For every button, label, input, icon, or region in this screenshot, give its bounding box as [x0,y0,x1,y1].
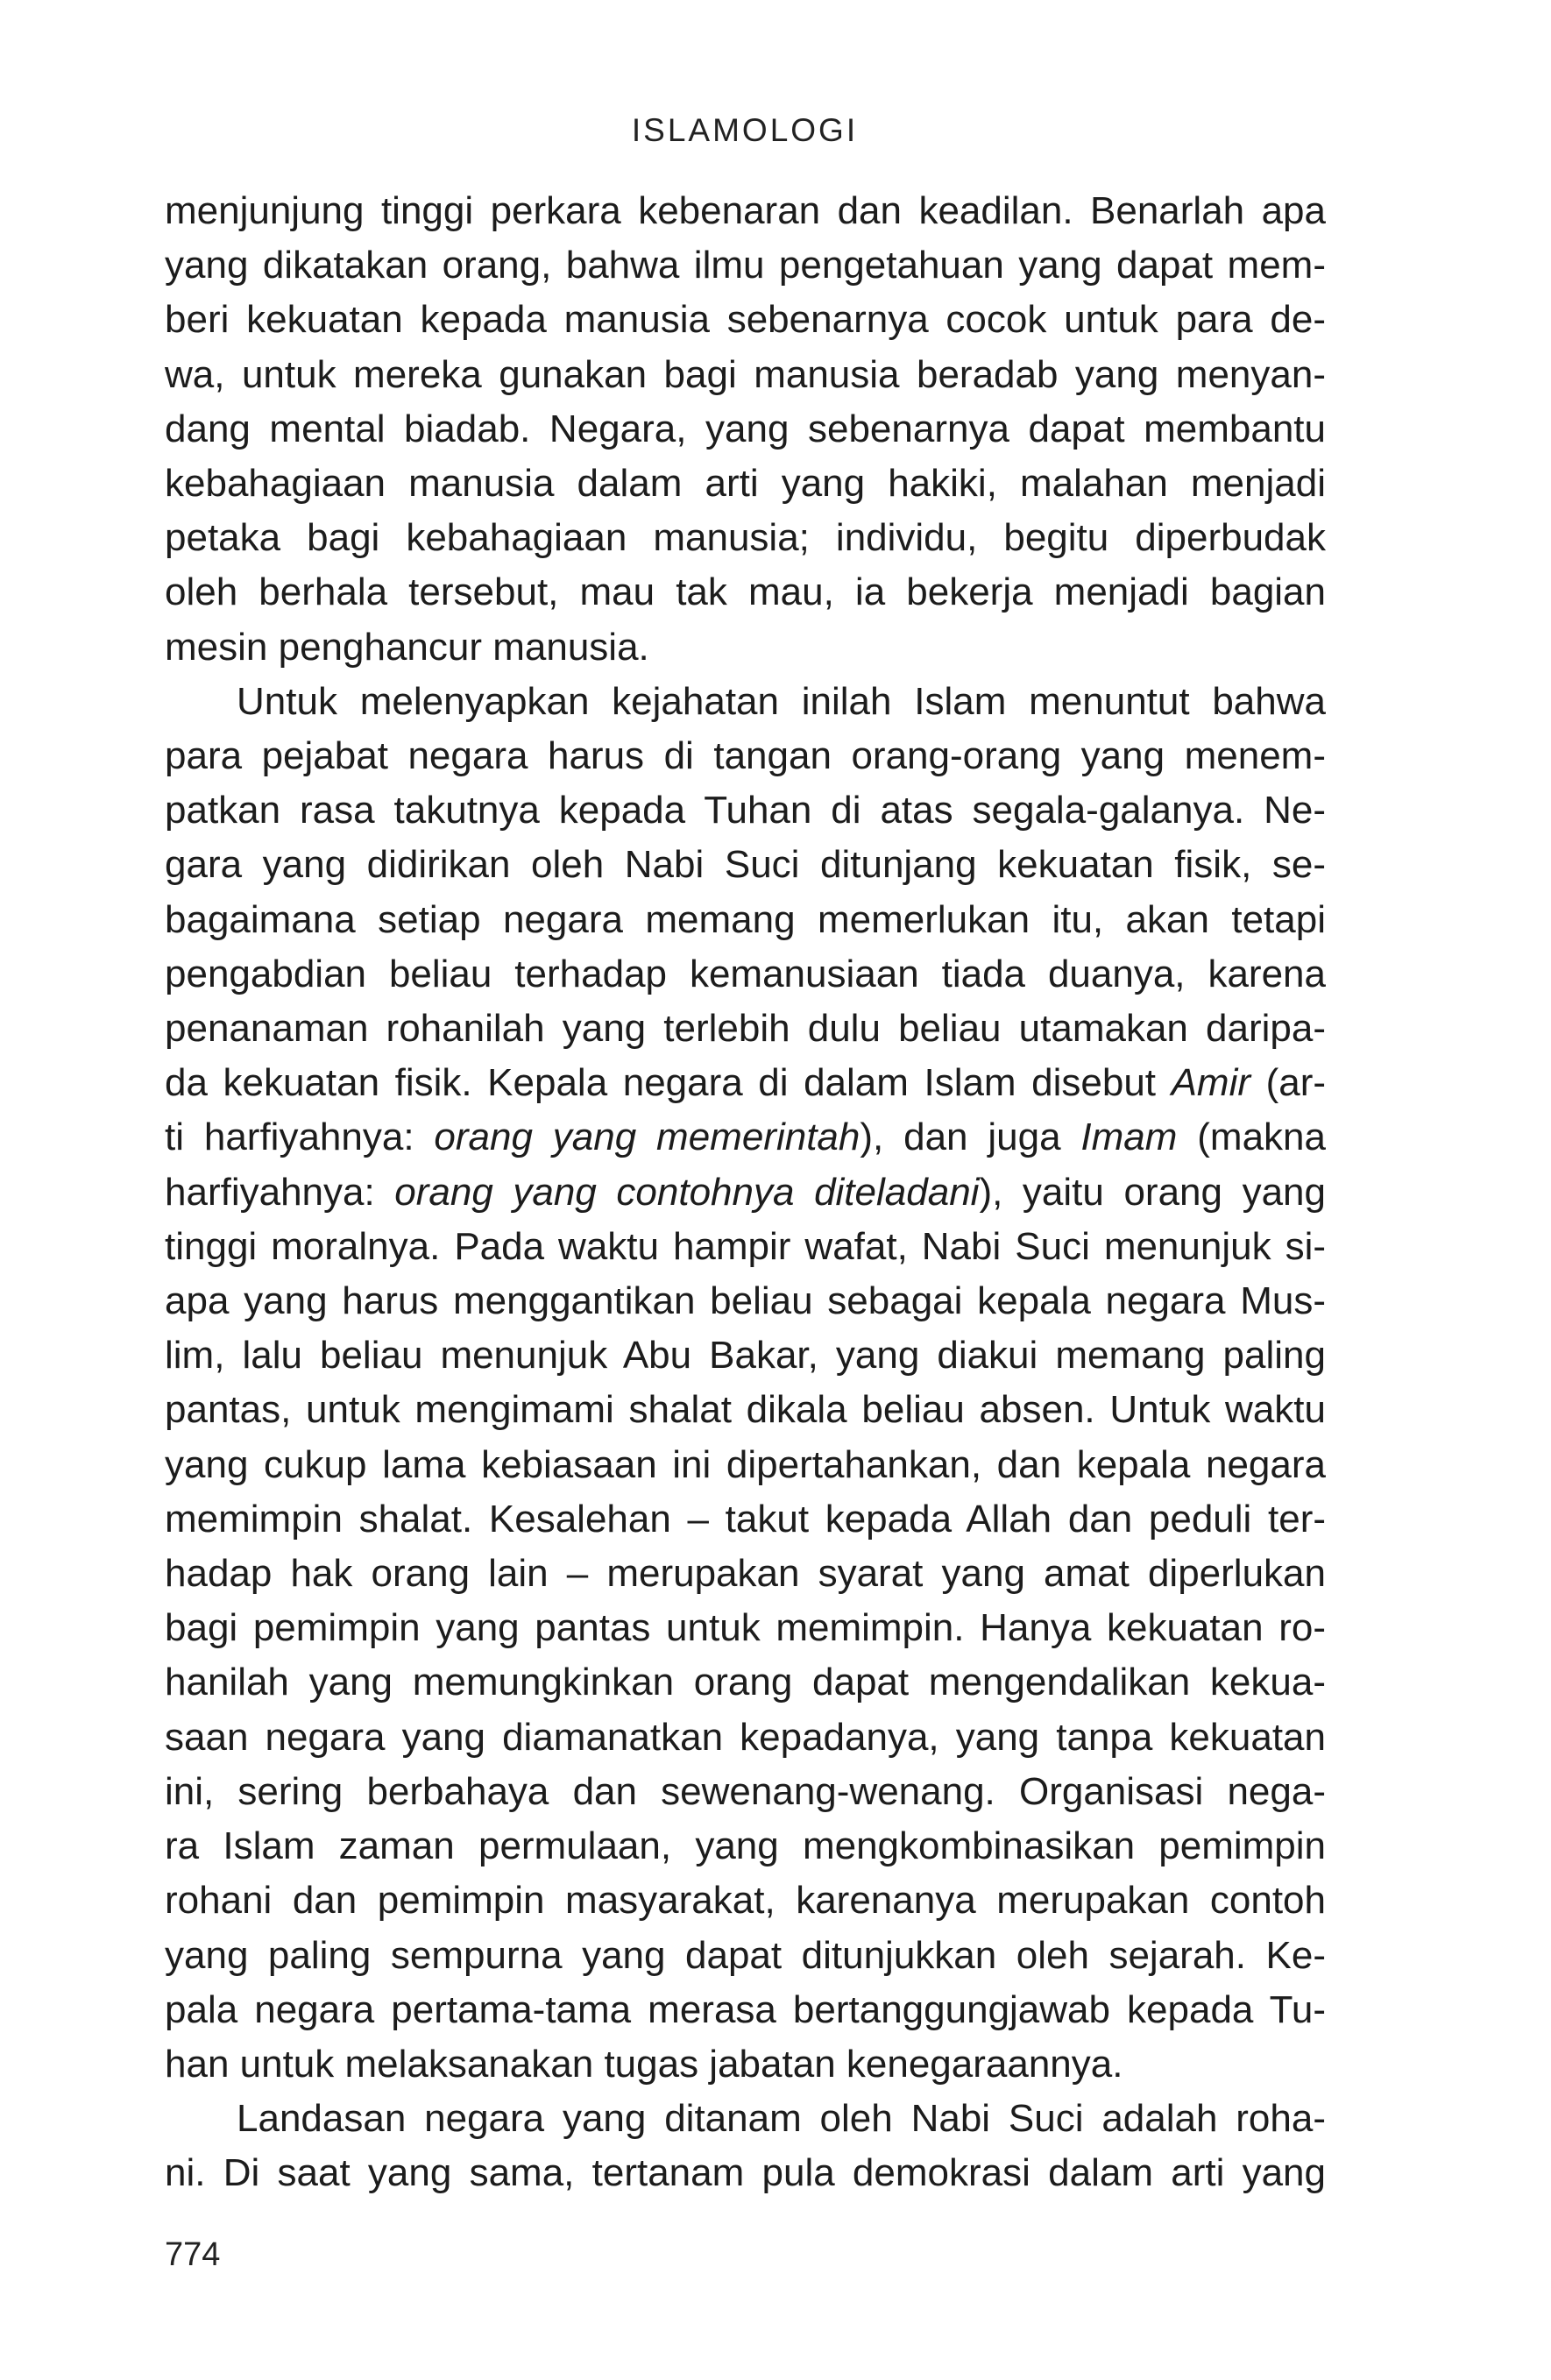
text-line: memimpin shalat. Kesalehan – takut kepada Allah dan peduli ter- [165,1497,1326,1541]
text-run: (makna [1177,1116,1326,1159]
text-run: ), dan juga [860,1116,1081,1159]
text-line: yang paling sempurna yang dapat ditunjukkan oleh sejarah. Ke- [165,1933,1326,1977]
text-line: rohani dan pemimpin masyarakat, karenanya merupakan contoh [165,1879,1326,1923]
text-line: pantas, untuk mengimami shalat dikala beliau absen. Untuk waktu [165,1388,1326,1432]
text-line: menjunjung tinggi perkara kebenaran dan keadilan. Benarlah apa [165,189,1326,232]
text-line: hadap hak orang lain – merupakan syarat yang amat diperlukan [165,1552,1326,1596]
text-line: patkan rasa takutnya kepada Tuhan di atas segala-galanya. Ne- [165,789,1326,832]
text-line: penanaman rohanilah yang terlebih dulu beliau utamakan daripa- [165,1007,1326,1051]
text-line: mesin penghancur manusia. [165,625,649,669]
paragraph-1 [165,184,1326,675]
text-line: pala negara pertama-tama merasa bertanggungjawab kepada Tu- [165,1987,1326,2031]
text-line: Landasan negara yang ditanam oleh Nabi Suci adalah roha- [237,2097,1326,2141]
text-line: yang dikatakan orang, bahwa ilmu pengetahuan yang dapat mem- [165,244,1326,287]
text-line: ini, sering berbahaya dan sewenang-wenang. Organisasi nega- [165,1769,1326,1813]
italic-phrase: orang yang contohnya diteladani [394,1170,980,1214]
text-line: hanilah yang memungkinkan orang dapat mengendalikan kekua- [165,1661,1326,1704]
text-run: harfiyahnya: [165,1170,395,1214]
text-line: pengabdian beliau terhadap kemanusiaan tiada duanya, karena [165,952,1326,995]
italic-phrase: orang yang memerintah [434,1116,860,1159]
running-header: ISLAMOLOGI [631,112,859,148]
text-line: para pejabat negara harus di tangan orang-orang yang menem- [165,734,1326,778]
text-line: ra Islam zaman permulaan, yang mengkombinasikan pemimpin [165,1824,1326,1868]
text-line: apa yang harus menggantikan beliau sebagai kepala negara Mus- [165,1279,1326,1323]
text-line: yang cukup lama kebiasaan ini dipertahankan, dan kepala negara [165,1442,1326,1486]
text-line: wa, untuk mereka gunakan bagi manusia beradab yang menyan- [165,352,1326,396]
text-line: bagi pemimpin yang pantas untuk memimpin. Hanya kekuatan ro- [165,1606,1326,1650]
text-line: saan negara yang diamanatkan kepadanya, yang tanpa kekuatan [165,1715,1326,1759]
text-run: ), yaitu orang yang [979,1170,1326,1214]
text-run: (ar- [1250,1061,1326,1105]
body-text [165,184,1326,2201]
text-line [165,1165,1326,1220]
text-line: dang mental biadab. Negara, yang sebenarnya dapat membantu [165,407,1326,450]
paragraph-2 [165,675,1326,2092]
text-line: oleh berhala tersebut, mau tak mau, ia bekerja menjadi bagian [165,570,1326,614]
text-run: da kekuatan fisik. Kepala negara di dalam Islam disebut [165,1061,1172,1105]
text-line: gara yang didirikan oleh Nabi Suci ditunjang kekuatan fisik, se- [165,843,1326,887]
paragraph-3 [165,2092,1326,2200]
text-line: kebahagiaan manusia dalam arti yang hakiki, malahan menjadi [165,462,1326,506]
text-line [165,1056,1326,1110]
page-number: 774 [165,2236,221,2273]
text-line: beri kekuatan kepada manusia sebenarnya cocok untuk para de- [165,298,1326,342]
text-line: Untuk melenyapkan kejahatan inilah Islam menuntut bahwa [237,679,1326,723]
italic-term-amir: Amir [1171,1061,1251,1105]
text-line: bagaimana setiap negara memang memerlukan itu, akan tetapi [165,897,1326,941]
text-line: tinggi moralnya. Pada waktu hampir wafat, Nabi Suci menunjuk si- [165,1224,1326,1268]
text-line [165,1110,1326,1165]
text-line: han untuk melaksanakan tugas jabatan kenegaraannya. [165,2042,1123,2086]
text-line: lim, lalu beliau menunjuk Abu Bakar, yang diakui memang paling [165,1334,1326,1378]
text-line: ni. Di saat yang sama, tertanam pula demokrasi dalam arti yang [165,2151,1326,2195]
text-run: ti harfiyahnya: [165,1116,435,1159]
italic-term-imam: Imam [1080,1116,1178,1159]
text-line: petaka bagi kebahagiaan manusia; individu, begitu diperbudak [165,516,1326,560]
